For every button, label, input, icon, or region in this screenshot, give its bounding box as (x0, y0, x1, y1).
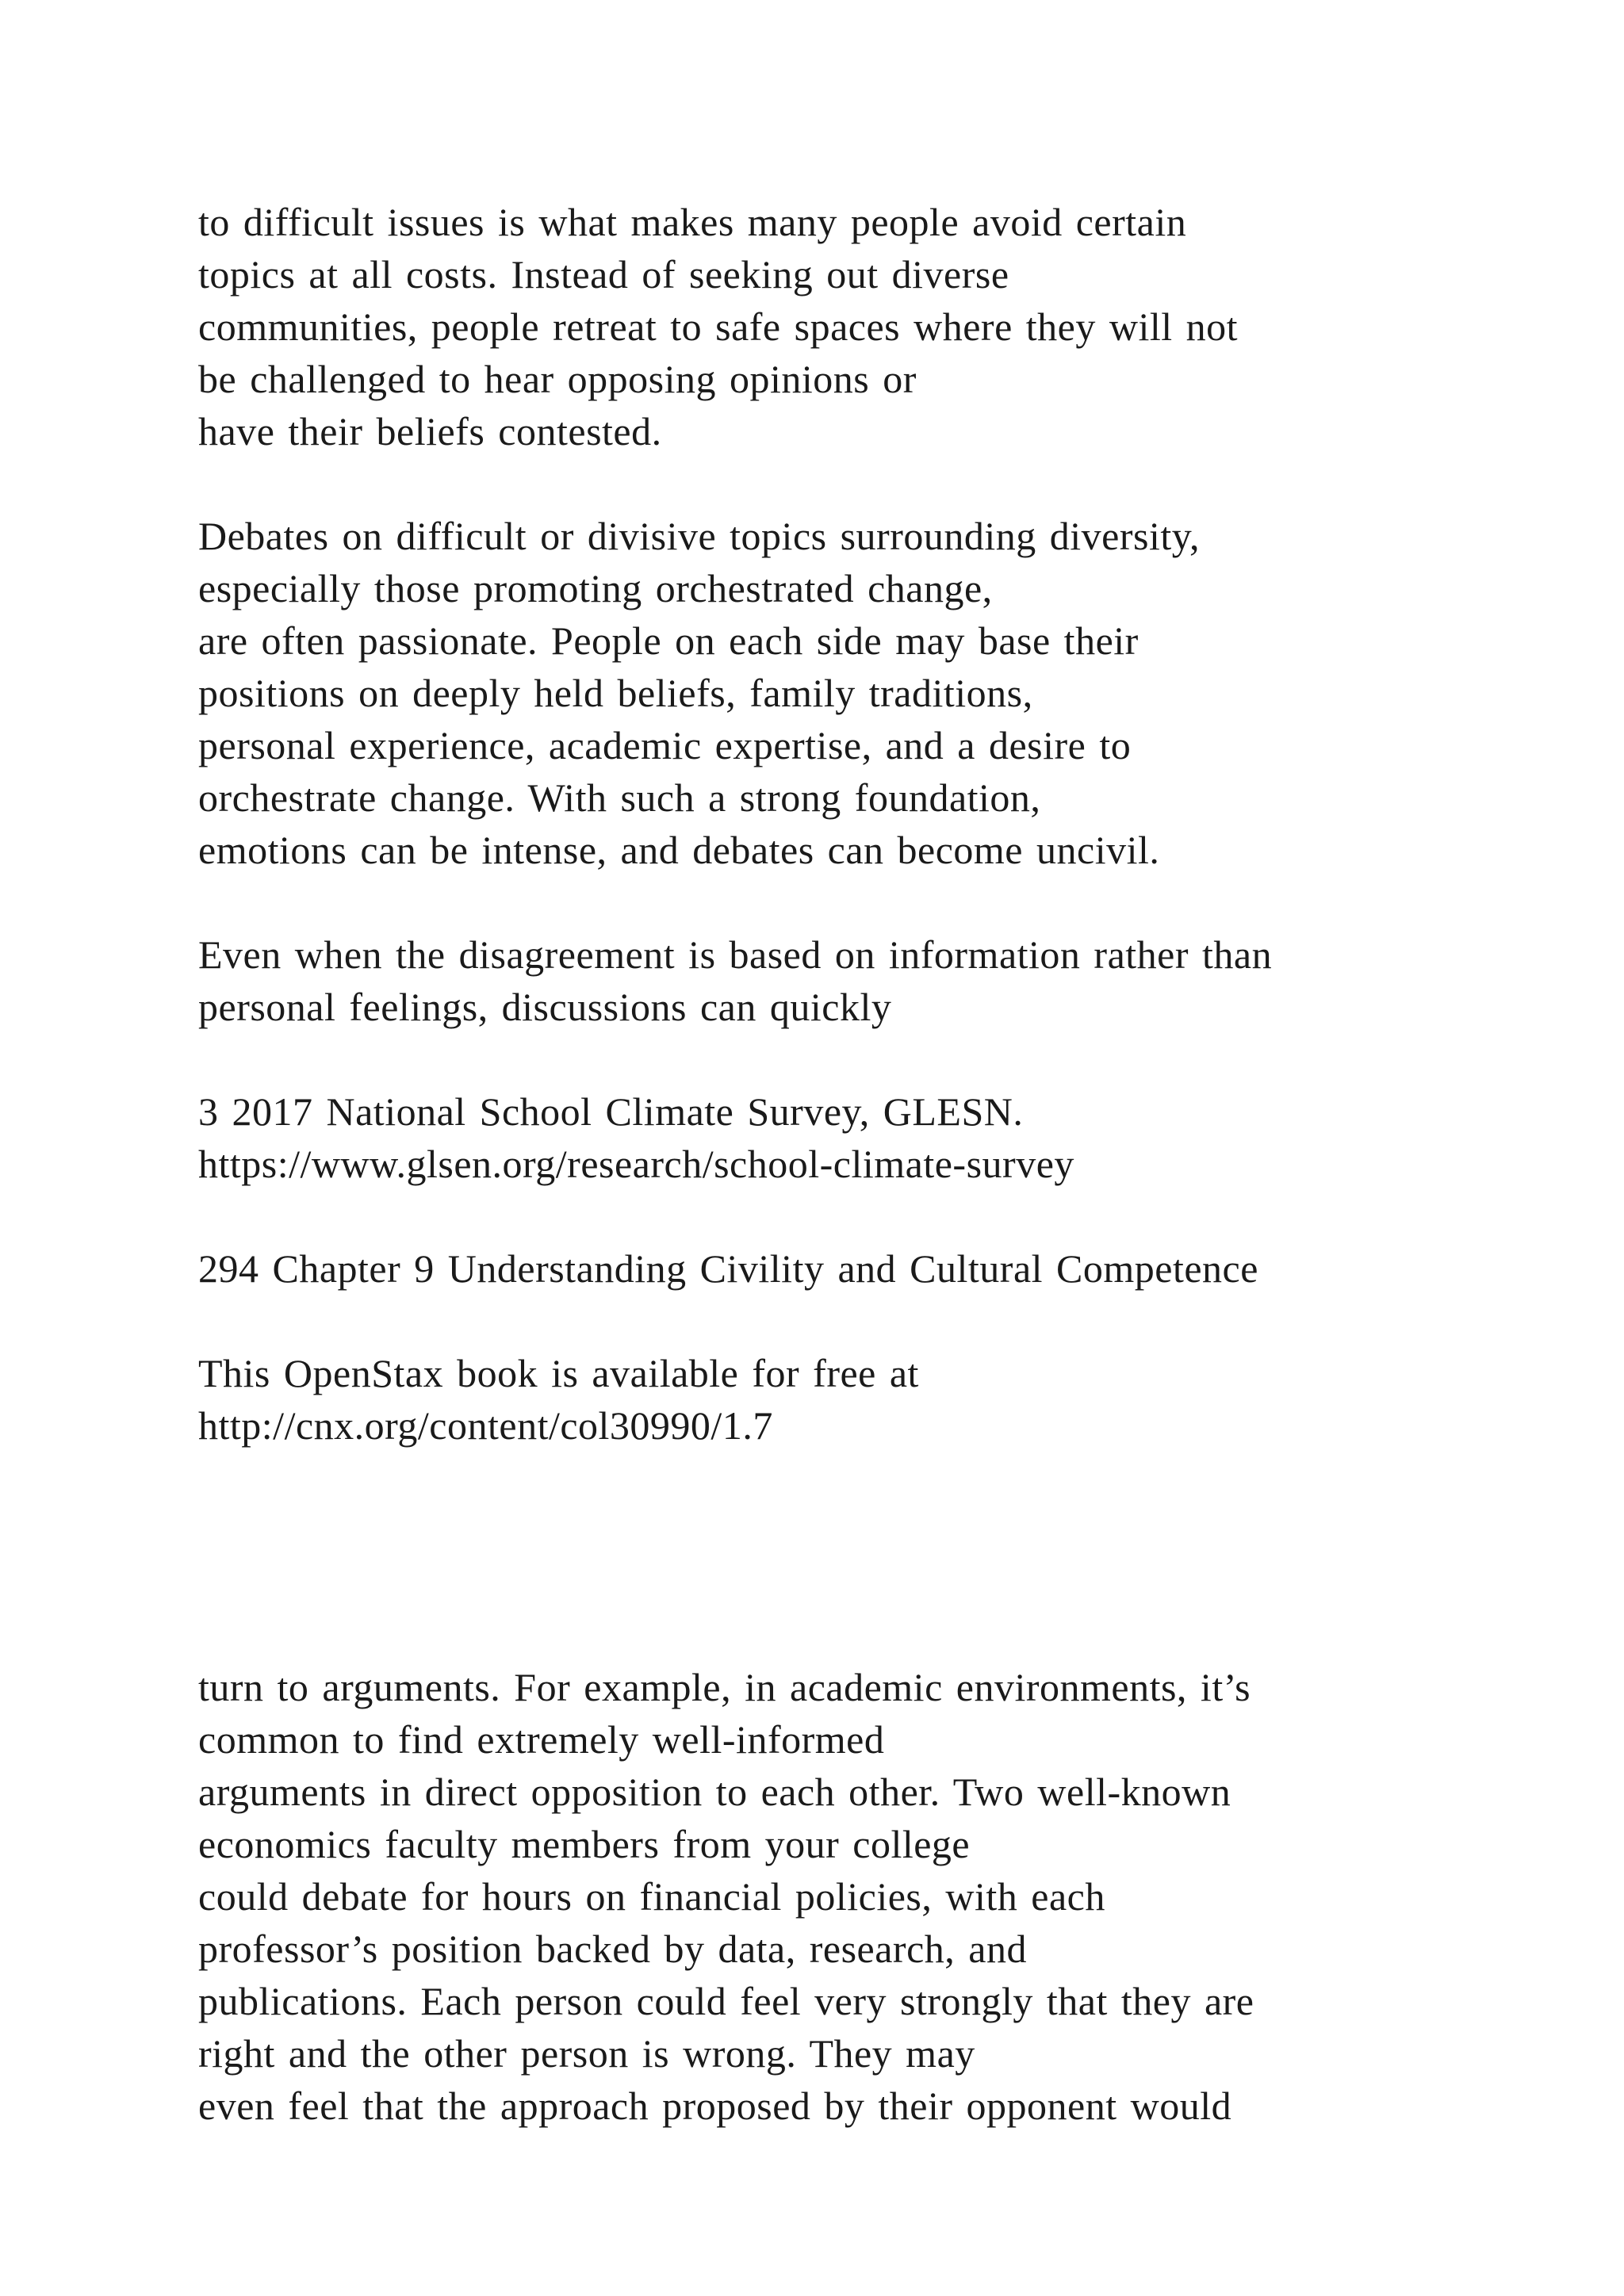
text-line: positions on deeply held beliefs, family traditions, (198, 671, 1033, 715)
text-line: topics at all costs. Instead of seeking out diverse (198, 252, 1009, 297)
text-line: professor’s position backed by data, research, and (198, 1927, 1027, 1971)
text-line: turn to arguments. For example, in academic environments, it’s (198, 1665, 1251, 1709)
page-header (198, 1242, 1546, 1295)
text-line: are often passionate. People on each side may base their (198, 618, 1139, 663)
text-line: personal feelings, discussions can quickly (198, 985, 892, 1029)
text-line: to difficult issues is what makes many people avoid certain (198, 200, 1187, 244)
chapter-heading: 294 Chapter 9 Understanding Civility and Cultural Competence (198, 1246, 1258, 1291)
text-line: economics faculty members from your college (198, 1822, 971, 1866)
paragraph-debates (198, 510, 1546, 876)
footnote-line: 3 2017 National School Climate Survey, GLESN. (198, 1089, 1024, 1134)
footnote-url: https://www.glsen.org/research/school-climate-survey (198, 1142, 1074, 1186)
paragraph-arguments (198, 1661, 1546, 2132)
text-line: could debate for hours on financial policies, with each (198, 1874, 1105, 1919)
text-line: even feel that the approach proposed by their opponent would (198, 2084, 1232, 2128)
openstax-notice (198, 1347, 1546, 1452)
text-line: emotions can be intense, and debates can become uncivil. (198, 828, 1160, 872)
page-break-gap (198, 1504, 1546, 1661)
text-line: have their beliefs contested. (198, 409, 662, 453)
text-line: Even when the disagreement is based on information rather than (198, 932, 1273, 977)
text-line: common to find extremely well-informed (198, 1717, 885, 1762)
text-line: especially those promoting orchestrated change, (198, 566, 993, 610)
text-line: be challenged to hear opposing opinions or (198, 357, 917, 401)
text-line: personal experience, academic expertise, and a desire to (198, 723, 1132, 767)
document-page (198, 196, 1546, 2184)
footnote (198, 1085, 1546, 1190)
notice-url: http://cnx.org/content/col30990/1.7 (198, 1403, 773, 1448)
text-line: right and the other person is wrong. They may (198, 2031, 975, 2076)
paragraph-avoid-topics (198, 196, 1546, 457)
notice-line: This OpenStax book is available for free at (198, 1351, 919, 1395)
text-line: communities, people retreat to safe spaces where they will not (198, 304, 1239, 349)
paragraph-disagreement (198, 928, 1546, 1033)
text-line: publications. Each person could feel very strongly that they are (198, 1979, 1254, 2023)
text-line: arguments in direct opposition to each other. Two well-known (198, 1770, 1231, 1814)
text-line: orchestrate change. With such a strong foundation, (198, 775, 1041, 820)
text-line: Debates on difficult or divisive topics surrounding diversity, (198, 514, 1200, 558)
